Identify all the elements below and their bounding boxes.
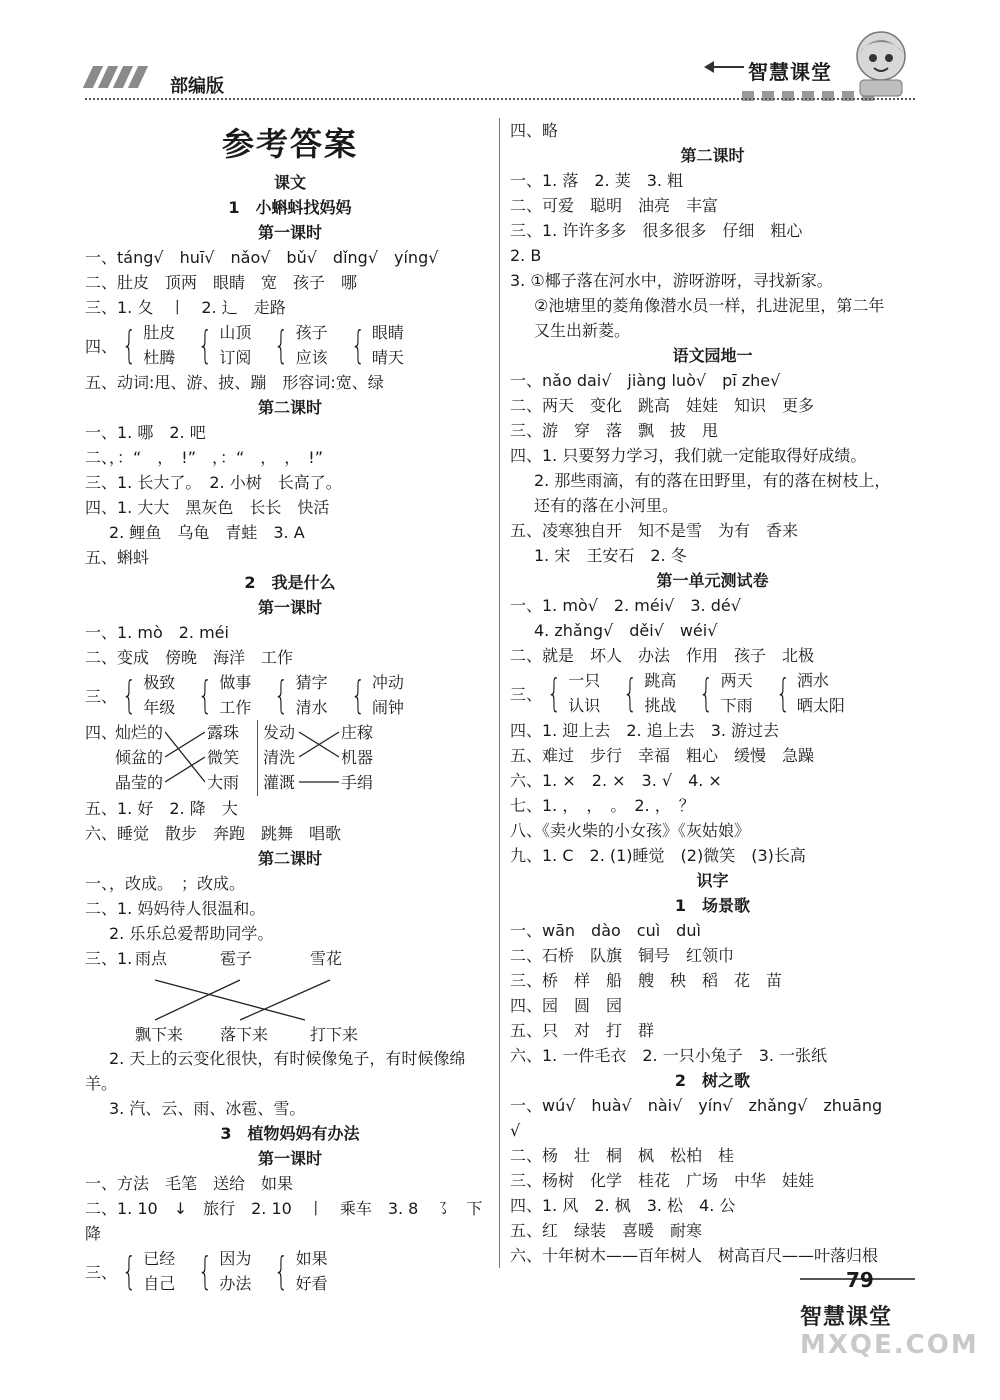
brace-word: 洒水 [796,671,829,690]
answer-line: 三、1. 夂 丨 2. 辶 走路 [85,298,286,317]
brace-row-label: 三、 [85,1262,118,1282]
brace-word: 晴天 [371,348,404,367]
answer-line: 3. ①椰子落在河水中，游呀游呀，寻找新家。 [510,271,833,290]
lesson-title: 3 植物妈妈有办法 [220,1124,360,1143]
match-word: 打下来 [310,1025,359,1044]
brace-word: 山顶 [219,323,252,342]
brace-group: { 猜字 清水 [269,670,327,720]
match-word: 大雨 [207,773,240,792]
brand-title: 智慧课堂 [748,60,832,84]
answer-line: 二、可爱 聪明 油亮 丰富 [510,196,719,215]
brace-answer-row [85,320,495,370]
brace-word: 挑战 [644,696,677,715]
answer-line: 一、，改成。 ；改成。 [85,874,246,893]
matching-exercise [85,946,495,1046]
match-word: 微笑 [207,748,240,767]
answer-line: 一、1. 落 2. 荚 3. 粗 [510,171,684,190]
answer-line: 二、，：“ ， !” ，：“ ， ， !” [85,448,323,467]
answer-line: 六、1. 一件毛衣 2. 一只小兔子 3. 一张纸 [510,1046,828,1065]
brace-word: 应该 [295,348,328,367]
match-word: 发动 [263,723,296,742]
match-word: 晶莹的 [115,773,164,792]
answer-line: 五、凌寒独自开 知不是雪 为有 香来 [510,521,799,540]
brace-word: 极致 [143,673,176,692]
answer-line: 一、1. mò√ 2. méi√ 3. dé√ [510,596,741,615]
match-lines [299,720,339,796]
watermark-text: MXQE.COM [800,1330,979,1360]
answer-line: 一、wú√ huà√ nài√ yín√ zhǎng√ zhuāng [510,1096,883,1115]
answer-line: 五、动词:甩、游、披、蹦 形容词:宽、绿 [85,373,384,392]
answer-line: 一、nǎo dai√ jiàng luò√ pī zhe√ [510,371,781,390]
brace-word: 认识 [568,696,601,715]
brace-group: { 孩子 应该 [269,320,327,370]
answer-line: 羊。 [85,1074,118,1093]
brace-word: 清水 [295,698,328,717]
answer-line: 七、1. ， ， 。 2. ， ？ [510,796,695,815]
answer-line: 二、两天 变化 跳高 娃娃 知识 更多 [510,396,815,415]
answer-line: 二、就是 坏人 办法 作用 孩子 北极 [510,646,815,665]
brace-word: 如果 [295,1249,328,1268]
answer-line: 降 [85,1224,102,1243]
match-word: 雨点 [135,949,168,968]
answer-line: 三、桥 样 船 艘 秧 稻 花 苗 [510,971,783,990]
brace-word: 闹钟 [371,698,404,717]
answer-line: 三、1. 许许多多 很多很多 仔细 粗心 [510,221,803,240]
answer-line: 四、1. 大大 黑灰色 长长 快活 [85,498,330,517]
answer-line: 九、1. C 2. (1)睡觉 (2)微笑 (3)长高 [510,846,806,865]
column-divider [499,118,500,1268]
brace-word: 做事 [219,673,252,692]
brace-word: 好看 [295,1274,328,1293]
answer-line: 三、杨树 化学 桂花 广场 中华 娃娃 [510,1171,815,1190]
brace-group: { 肚皮 杜腾 [117,320,175,370]
period-heading: 第二课时 [257,849,322,868]
period-heading: 第二课时 [680,146,745,165]
brace-word: 猜字 [295,673,328,692]
mascot-girl-icon [846,26,916,98]
section-heading: 课文 [273,173,306,192]
matching-exercise [85,720,495,796]
brace-answer-row [85,1246,495,1296]
period-heading: 第一课时 [257,598,322,617]
brace-answer-row [85,670,495,720]
answer-line: 一、1. mò 2. méi [85,623,229,642]
match-lines [165,720,205,796]
answer-line: 六、睡觉 散步 奔跑 跳舞 唱歌 [85,824,342,843]
answer-line: 六、十年树木——百年树人 树高百尺——叶落归根 [510,1246,879,1265]
brace-group: { 一只 认识 [542,668,600,718]
answer-line: 又生出新菱。 [534,321,631,340]
answer-line: 四、园 圆 园 [510,996,623,1015]
brace-word: 办法 [219,1274,252,1293]
answer-line: 一、方法 毛笔 送给 如果 [85,1174,294,1193]
page-number: 79 [846,1268,874,1292]
brace-row-label: 三、 [85,686,118,706]
answer-line: 一、táng√ huī√ nǎo√ bǔ√ dǐng√ yíng√ [85,248,439,267]
period-heading: 第二课时 [257,398,322,417]
answer-line: √ [510,1121,521,1140]
answer-line: 2. 乐乐总爱帮助同学。 [109,924,274,943]
match-label: 三、1. [85,949,133,968]
right-column [510,118,915,1268]
answer-line: 八、《卖火柴的小女孩》《灰姑娘》 [510,821,751,840]
answer-line: 2. B [510,246,542,265]
lesson-title: 2 树之歌 [674,1071,751,1090]
answer-line: 2. 鲤鱼 乌龟 青蛙 3. A [109,523,305,542]
match-word: 飘下来 [135,1025,184,1044]
section-heading: 语文园地一 [672,346,753,365]
answer-line: 1. 宋 王安石 2. 冬 [534,546,687,565]
answer-line: 二、1. 妈妈待人很温和。 [85,899,266,918]
answer-line: 五、难过 步行 幸福 粗心 缓慢 急躁 [510,746,815,765]
page-header [0,0,1000,110]
answer-line: 2. 天上的云变化很快，有时候像兔子，有时候像绵 [109,1049,466,1068]
brace-word: 冲动 [371,673,404,692]
brace-group: { 洒水 晒太阳 [771,668,845,718]
answer-line: 4. zhǎng√ děi√ wéi√ [534,621,718,640]
answer-line: 二、变成 傍晚 海洋 工作 [85,648,294,667]
brace-word: 跳高 [644,671,677,690]
match-word: 手绢 [341,773,374,792]
brace-word: 因为 [219,1249,252,1268]
answer-line: 2. 那些雨滴，有的落在田野里，有的落在树枝上， [534,471,891,490]
page-title: 参考答案 [221,125,358,163]
period-heading: 第一课时 [257,1149,322,1168]
answer-line: 四、1. 只要努力学习，我们就一定能取得好成绩。 [510,446,867,465]
match-lines [125,978,365,1022]
answer-line: 三、游 穿 落 飘 披 甩 [510,421,719,440]
edition-label: 部编版 [170,76,224,97]
brace-group: { 跳高 挑战 [618,668,676,718]
answer-line: 四、1. 迎上去 2. 追上去 3. 游过去 [510,721,780,740]
section-heading: 识字 [696,871,729,890]
brace-word: 工作 [219,698,252,717]
left-column [85,118,495,1296]
brace-word: 已经 [143,1249,176,1268]
brace-answer-row [510,668,915,718]
answer-line: 三、1. 长大了。 2. 小树 长高了。 [85,473,342,492]
brace-group: { 冲动 闹钟 [346,670,404,720]
answer-line: 二、杨 壮 桐 枫 松柏 桂 [510,1146,735,1165]
brace-word: 孩子 [295,323,328,342]
answer-line: 五、1. 好 2. 降 大 [85,799,238,818]
answer-line: 四、略 [510,121,559,140]
brace-row-label: 四、 [85,336,118,356]
answer-line: ②池塘里的菱角像潜水员一样，扎进泥里，第二年 [534,296,885,315]
lesson-title: 1 小蝌蚪找妈妈 [228,198,352,217]
answer-line: 3. 汽、云、雨、冰雹、雪。 [109,1099,306,1118]
brace-group: { 因为 办法 [193,1246,251,1296]
period-heading: 第一课时 [257,223,322,242]
answer-line: 二、石桥 队旗 铜号 红领巾 [510,946,735,965]
brace-word: 眼睛 [371,323,404,342]
answer-line: 还有的落在小河里。 [534,496,679,515]
answer-line: 五、蝌蚪 [85,548,150,567]
brace-group: { 极致 年级 [117,670,175,720]
match-label: 四、 [85,723,118,742]
match-word: 灌溉 [263,773,296,792]
match-word: 庄稼 [341,723,374,742]
answer-line: 二、肚皮 顶两 眼睛 宽 孩子 哪 [85,273,358,292]
brace-word: 一只 [568,671,601,690]
match-word: 清洗 [263,748,296,767]
brace-word: 肚皮 [143,323,176,342]
brace-word: 下雨 [720,696,753,715]
brace-group: { 如果 好看 [269,1246,327,1296]
answer-line: 五、只 对 打 群 [510,1021,655,1040]
brace-group: { 眼睛 晴天 [346,320,404,370]
footer-brand: 智慧课堂 [800,1305,893,1330]
match-word: 落下来 [220,1025,269,1044]
answer-line: 二、1. 10 ↓ 旅行 2. 10 丨 乘车 3. 8 ㇌ 下 [85,1199,483,1218]
brace-group: { 两天 下雨 [694,668,752,718]
header-stripes-decoration [88,66,154,92]
answer-line: 一、1. 哪 2. 吧 [85,423,206,442]
answer-line: 五、红 绿装 喜暖 耐寒 [510,1221,703,1240]
match-word: 机器 [341,748,374,767]
brace-word: 晒太阳 [796,696,845,715]
brace-word: 订阅 [219,348,252,367]
lesson-title: 1 场景歌 [674,896,751,915]
section-heading: 第一单元测试卷 [656,571,769,590]
brace-word: 年级 [143,698,176,717]
header-divider [85,98,915,100]
match-word: 倾盆的 [115,748,164,767]
lesson-title: 2 我是什么 [244,573,336,592]
brace-row-label: 三、 [510,684,543,704]
brace-group: { 做事 工作 [193,670,251,720]
match-word: 灿烂的 [115,723,164,742]
match-word: 雪花 [310,949,343,968]
brace-word: 杜腾 [143,348,176,367]
answer-line: 四、1. 风 2. 枫 3. 松 4. 公 [510,1196,736,1215]
brace-word: 两天 [720,671,753,690]
brace-group: { 山顶 订阅 [193,320,251,370]
arrow-icon [706,66,744,68]
answer-line: 六、1. × 2. × 3. √ 4. × [510,771,722,790]
brace-word: 自己 [143,1274,176,1293]
answer-line: 一、wān dào cuì duì [510,921,701,940]
match-word: 雹子 [220,949,253,968]
brace-group: { 已经 自己 [117,1246,175,1296]
match-word: 露珠 [207,723,240,742]
